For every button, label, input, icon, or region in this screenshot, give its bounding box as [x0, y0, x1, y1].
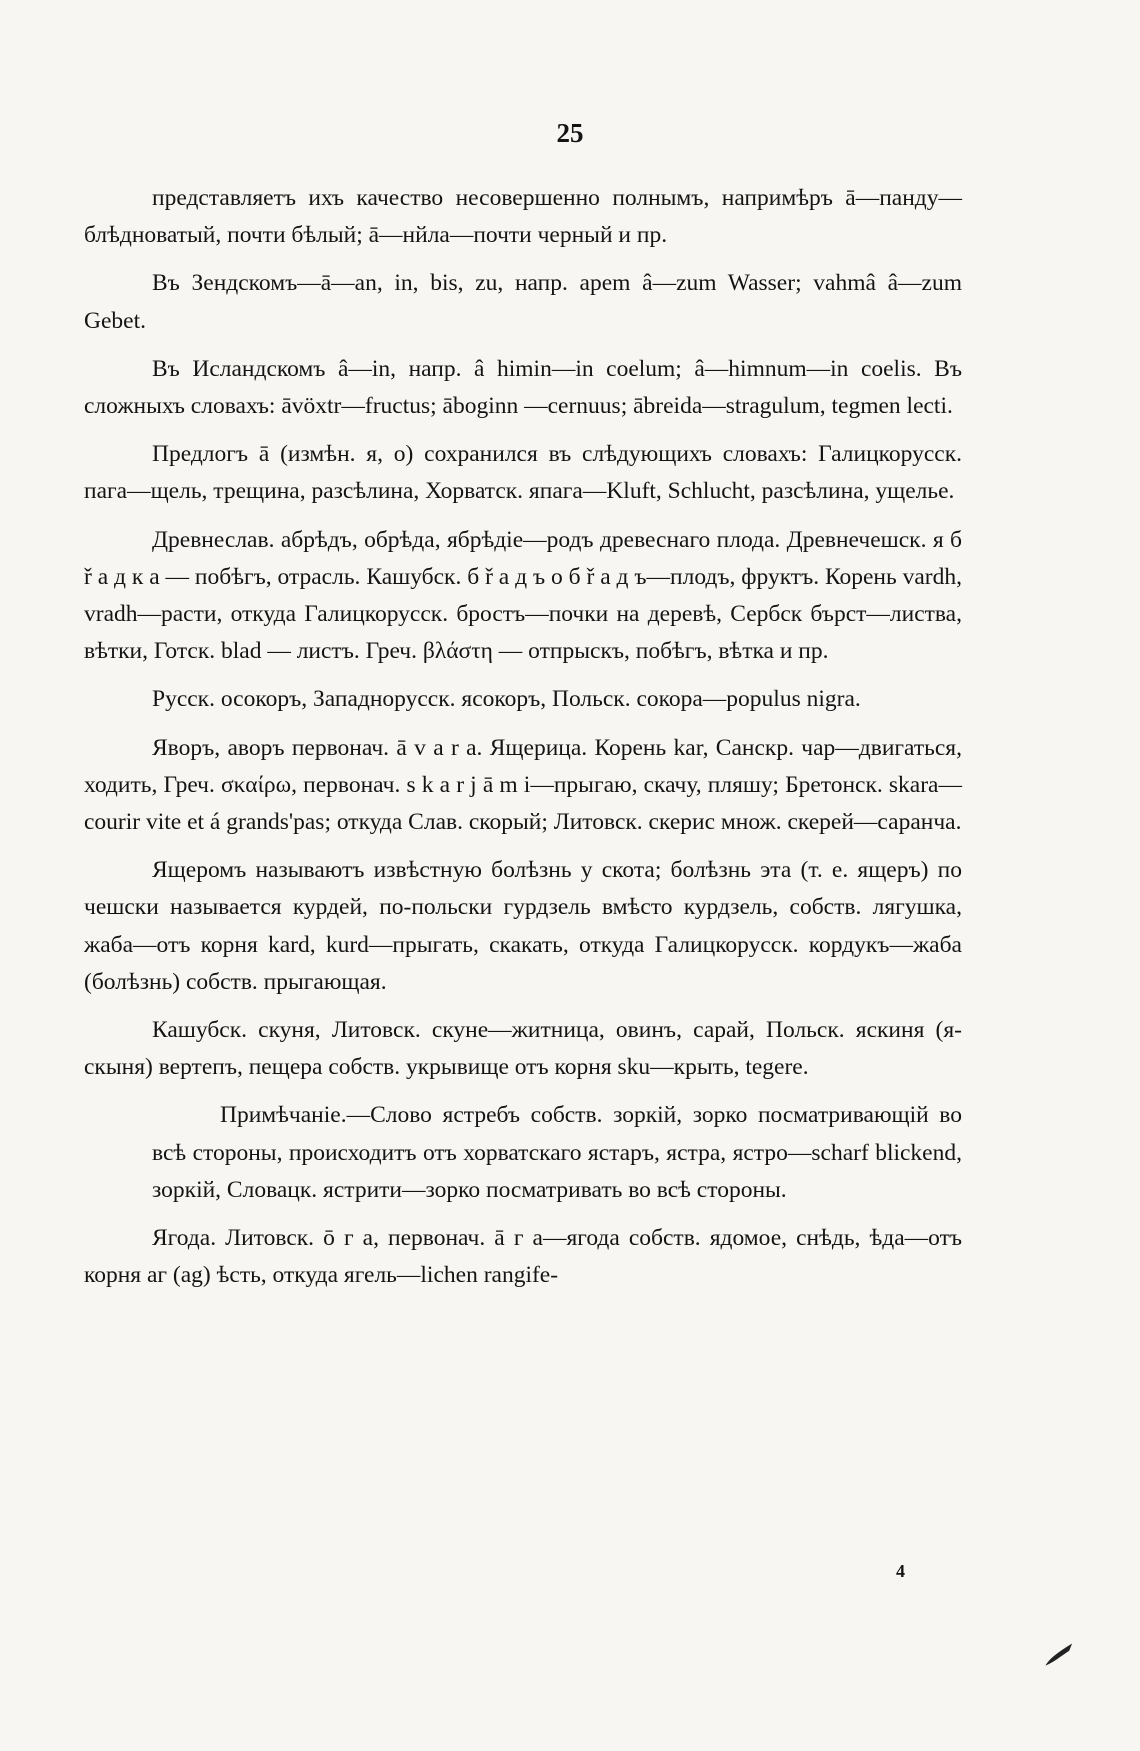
paragraph: Ящеромъ называютъ извѣстную болѣзнь у скота; болѣзнь эта (т. е. ящеръ) по чешски называется курдей, по-польски гурдзель вмѣсто курдзель, собств. лягушка, жаба—отъ корня kard, kurd—прыгать, скакать, откуда Галицкорусск. кордукъ—жаба (болѣзнь) собств. прыгающая. [84, 857, 962, 995]
paragraph: Въ Зендскомъ—ā—an, in, bis, zu, напр. apem â—zum Wasser; vahmâ â—zum Gebet. [84, 270, 962, 334]
footnote-remark: Примѣчаніе.—Слово ястребъ собств. зоркій, зорко посматривающій во всѣ стороны, происходитъ отъ хорватскаго ястаръ, ястра, ястро—scharf blickend, зоркій, Словацк. ястрити—зорко посматривать во всѣ стороны. [152, 1102, 962, 1203]
paragraph: Яворъ, аворъ первонач. ā v a r a. Ящерица. Корень kar, Санскр. чар—двигаться, ходить, Греч. σκαίρω, первонач. s k a r j ā m i—прыгаю, скачу, пляшу; Бретонск. skara—courir vite et á grands'pas; откуда Слав. скорый; Литовск. скерис множ. скерей—саранча. [84, 734, 962, 836]
page-number: 25 [556, 118, 584, 148]
paragraph: Кашубск. скуня, Литовск. скуне—житница, овинъ, сарай, Польск. яскиня (я-скыня) вертепъ, пещера собств. укрывище отъ корня sku—крыть, tegere. [84, 1017, 962, 1081]
signature-mark: 4 [896, 1561, 905, 1581]
paragraph: представляетъ ихъ качество несовершенно полнымъ, напримѣръ ā—панду—блѣдноватый, почти бѣлый; ā—нйла—почти черный и пр. [84, 185, 962, 249]
paragraph: Древнеслав. абрѣдъ, обрѣда, ябрѣдіе—родъ древеснаго плода. Древнечешск. я б ř а д к а — побѣгъ, отрасль. Кашубск. б ř а д ъ о б ř а д ъ—плодъ, фруктъ. Корень vardh, vradh—расти, откуда Галицкорусск. бростъ—почки на деревѣ, Сербск бърст—листва, вѣтки, Готск. blad — листъ. Греч. βλάστη — отпрыскъ, побѣгъ, вѣтка и пр. [84, 526, 962, 665]
page-body [84, 180, 962, 1305]
ink-smudge [1040, 1642, 1078, 1669]
paragraph: Русск. осокоръ, Западнорусск. ясокоръ, Польск. сокора—populus nigra. [152, 686, 861, 713]
paragraph: Въ Исландскомъ â—in, напр. â himin—in coelum; â—himnum—in coelis. Въ сложныхъ словахъ: āvöxtr—fructus; āboginn —cernuus; ābreida—stragulum, tegmen lecti. [84, 355, 962, 420]
paragraph-last: Ягода. Литовск. ō г а, первонач. ā г а—ягода собств. ядомое, снѣдь, ѣда—отъ корня аг (ag) ѣсть, откуда ягель—lichen rangife- [84, 1225, 962, 1289]
paragraph: Предлогъ ā (измѣн. я, о) сохранился въ слѣдующихъ словахъ: Галицкорусск. пага—щель, трещина, разсѣлина, Хорватск. япага—Kluft, Schlucht, разсѣлина, ущелье. [84, 441, 962, 505]
